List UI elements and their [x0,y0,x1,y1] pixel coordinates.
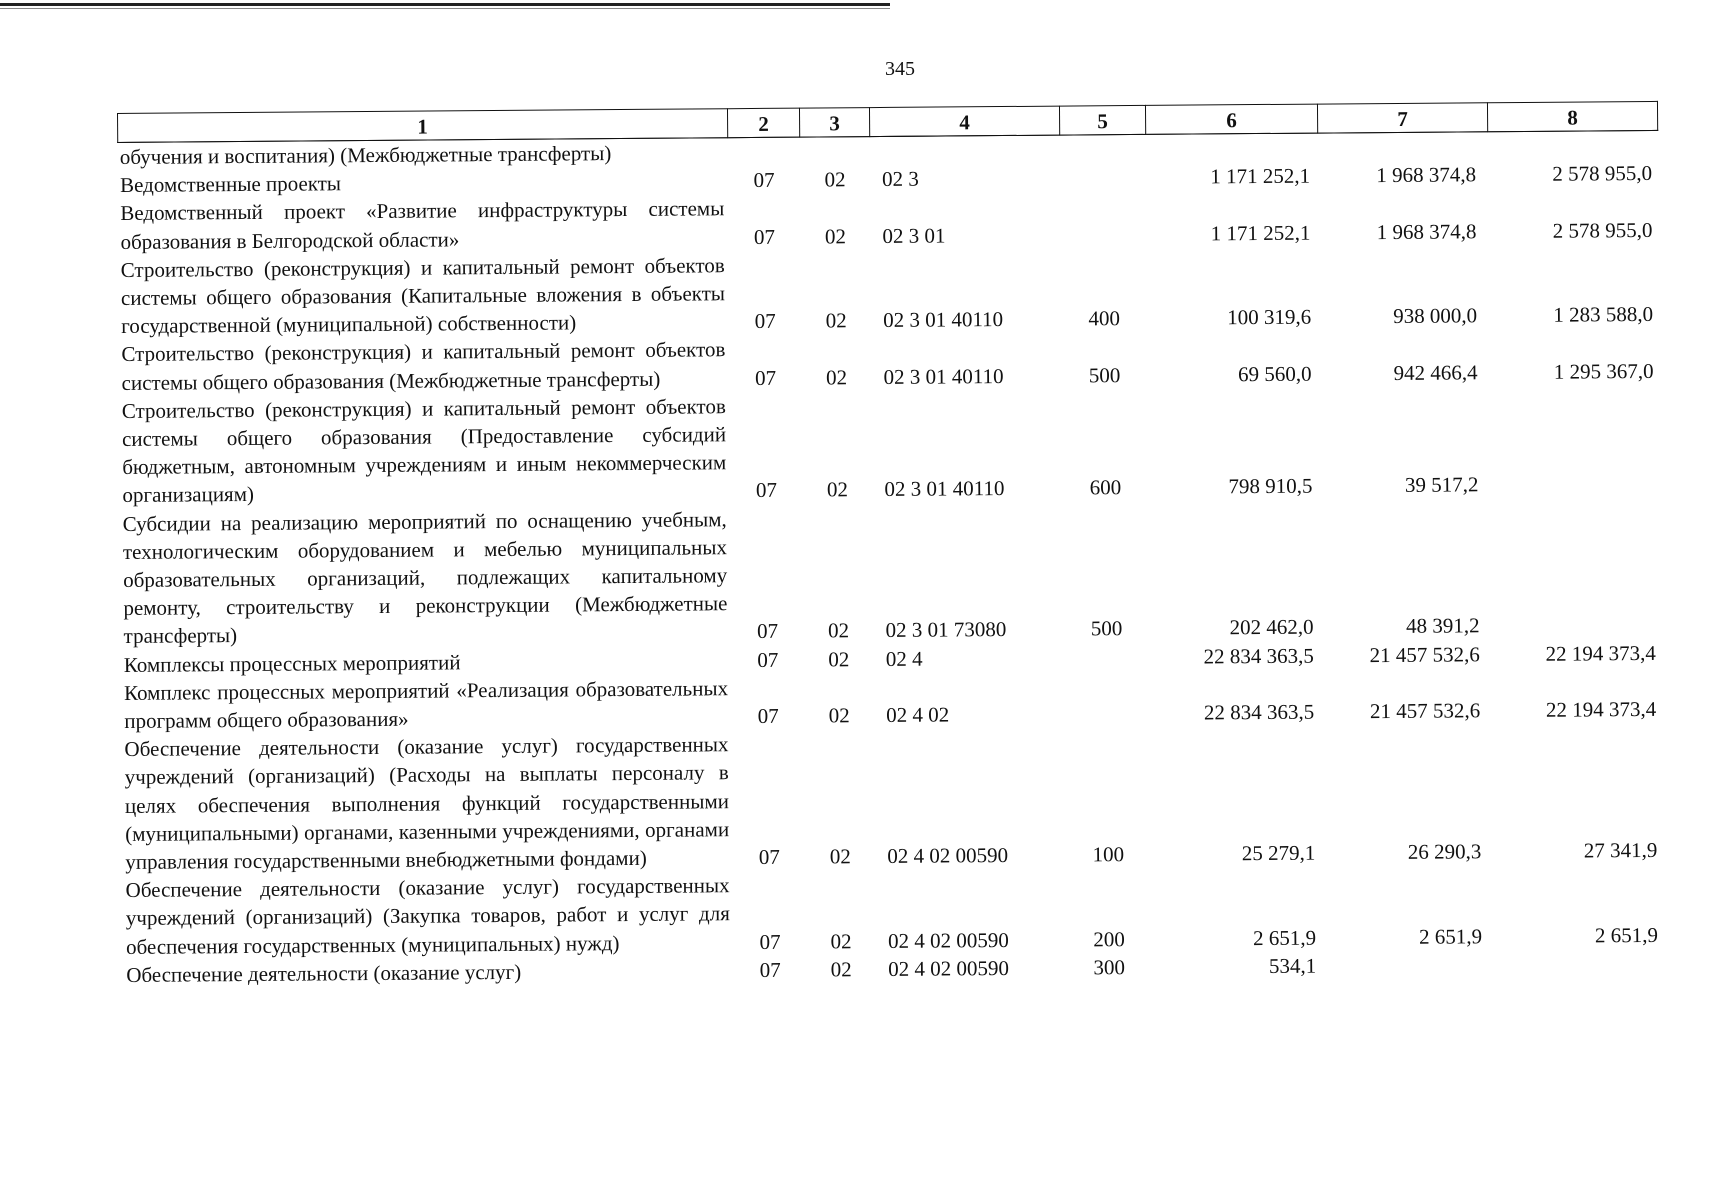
row-expense-type: 600 [1089,475,1122,500]
table-row [118,187,1658,255]
row-value-col6: 25 279,1 [1241,840,1316,866]
row-name: Ведомственные проекты [119,171,342,198]
row-value-col8: 22 194 373,4 [1545,696,1657,722]
row-name: Обеспечение деятельности (оказание услуг) государственных учреждений (организаций) (Расходы на выплаты персоналу в целях обеспечения выполнения функций государственными (муниципальными) органами, казенными учреждениями, органами управления государственными внебюджетными фондами) [124,732,730,875]
row-target-code [870,135,1060,165]
row-value-col8: 1 295 367,0 [1553,358,1654,384]
row-name: обучения и воспитания) (Межбюджетные трансферты) [119,141,612,169]
header-col-5: 5 [1059,105,1145,135]
row-subsection: 02 [827,618,850,643]
row-expense-type: 400 [1088,306,1120,331]
page-number: 345 [885,58,915,80]
row-value-col7: 942 466,4 [1393,359,1478,385]
row-subsection: 02 [830,957,852,982]
table-row [122,723,1663,876]
row-expense-type [1064,671,1150,728]
row-expense-type [1060,163,1146,192]
row-target-code: 02 3 01 [882,223,946,248]
row-subsection: 02 [824,223,847,249]
row-value-col6: 22 834 363,5 [1203,699,1315,725]
table-row [119,244,1660,341]
row-name: Комплексы процессных мероприятий [123,649,461,677]
row-subsection: 02 [824,167,846,192]
row-expense-type: 300 [1093,955,1126,980]
row-value-col6: 798 910,5 [1228,474,1313,499]
row-target-code: 02 4 02 [886,702,950,728]
row-value-col7: 21 457 532,6 [1369,698,1481,724]
row-value-col6: 69 560,0 [1237,361,1312,386]
row-value-col8 [1490,385,1661,499]
row-value-col8 [1494,949,1664,979]
row-target-code: 02 4 02 00590 [887,843,1009,869]
row-value-col6: 1 171 252,1 [1210,220,1311,246]
row-name: Строительство (реконструкция) и капитальный ремонт объектов системы общего образования (Межбюджетные трансферты) [121,337,726,395]
table-row [120,385,1661,510]
row-value-col7: 39 517,2 [1404,472,1479,498]
row-target-code: 02 3 01 40110 [883,307,1004,333]
row-name: Строительство (реконструкция) и капитальный ремонт объектов системы общего образования (Капитальные вложения в объекты государственной (муниципальной) собственности) [120,253,726,339]
header-col-3: 3 [799,108,869,138]
row-value-col6: 100 319,6 [1227,304,1312,330]
row-value-col7: 1 968 374,8 [1376,162,1477,188]
row-value-col8: 2 578 955,0 [1552,161,1653,186]
row-subsection: 02 [826,477,849,502]
row-section: 07 [759,929,781,954]
row-value-col8: 22 194 373,4 [1545,640,1656,666]
row-value-col7: 2 651,9 [1418,923,1483,949]
row-value-col6: 22 834 363,5 [1203,643,1314,669]
row-target-code: 02 4 02 00590 [887,927,1009,953]
row-name: Субсидии на реализацию мероприятий по оснащению учебным, технологическим оборудованием и мебелью муниципальных образовательных организаций, подлежащих капитальному ремонту, строительству и реконструкции (Межбюджетные трансферты) [122,506,728,649]
table-row [121,498,1662,651]
table-row [122,667,1662,735]
row-subsection: 02 [830,928,852,954]
table-row [119,328,1659,396]
row-name: Ведомственный проект «Развитие инфраструктуры системы образования в Белгородской области» [120,196,725,254]
row-target-code: 02 3 01 40110 [884,476,1005,502]
row-expense-type: 500 [1088,362,1121,387]
table-row [123,864,1664,961]
row-value-col6: 202 462,0 [1229,615,1314,640]
row-expense-type [1064,643,1150,672]
row-value-col7 [1324,950,1494,980]
row-subsection: 02 [829,844,851,869]
row-target-code: 02 4 [885,646,923,671]
row-subsection: 02 [828,646,850,672]
row-target-code: 02 3 [881,166,919,192]
header-col-8: 8 [1487,101,1657,131]
row-value-col7: 48 391,2 [1405,613,1480,639]
row-subsection: 02 [825,308,847,333]
budget-table [117,101,1665,989]
row-value-col8: 27 341,9 [1583,838,1658,863]
row-section [728,137,800,166]
row-section: 07 [757,703,779,729]
row-value-col8: 2 651,9 [1594,922,1659,948]
row-value-col7 [1318,132,1488,162]
row-value-col6: 1 171 252,1 [1210,163,1311,189]
row-section: 07 [756,619,779,644]
row-subsection [800,137,870,166]
header-col-6: 6 [1145,104,1317,134]
row-target-code: 02 3 01 73080 [885,617,1007,643]
row-expense-type: 100 [1092,842,1125,867]
header-col-7: 7 [1317,103,1487,133]
row-name: Комплекс процессных мероприятий «Реализация образовательных программ общего образования» [123,676,729,734]
row-value-col6: 534,1 [1268,953,1317,978]
header-col-2: 2 [727,108,799,138]
row-expense-type [1060,191,1146,248]
row-value-col7: 938 000,0 [1393,303,1478,329]
row-target-code: 02 4 02 00590 [888,955,1010,981]
row-section: 07 [757,647,779,672]
row-value-col8: 2 578 955,0 [1552,217,1653,243]
row-value-col8: 1 283 588,0 [1553,302,1654,327]
row-expense-type [1060,134,1146,163]
row-section: 07 [753,224,776,249]
row-section: 07 [754,309,776,334]
row-section: 07 [755,365,777,390]
row-section: 07 [759,957,781,982]
row-section: 07 [758,844,780,870]
row-value-col7: 1 968 374,8 [1376,218,1477,244]
row-value-col8 [1491,498,1662,640]
row-section: 07 [755,478,778,503]
row-value-col6: 2 651,9 [1252,925,1317,950]
row-value-col6 [1146,133,1318,163]
row-name: Строительство (реконструкция) и капитальный ремонт объектов системы общего образования (Предоставление субсидий бюджетным, автономным учреждениям и иным некоммерческим организациям) [121,394,727,508]
row-subsection: 02 [828,703,850,728]
row-subsection: 02 [826,364,848,390]
top-rule-thin [0,8,890,9]
row-expense-type: 500 [1090,616,1123,641]
header-col-4: 4 [869,106,1059,136]
row-name: Обеспечение деятельности (оказание услуг) государственных учреждений (организаций) (Закупка товаров, работ и услуг для обеспечения государственных (муниципальных) нужд) [125,873,730,959]
row-value-col7: 21 457 532,6 [1369,641,1480,667]
budget-table-container [117,101,1664,989]
row-section: 07 [753,168,775,193]
row-name: Обеспечение деятельности (оказание услуг) [126,959,522,987]
top-rule [0,3,890,6]
row-target-code: 02 3 01 40110 [883,363,1004,389]
header-col-1: 1 [118,109,728,143]
row-value-col8 [1488,130,1658,160]
row-value-col7: 26 290,3 [1407,839,1482,864]
row-expense-type: 200 [1093,926,1125,952]
